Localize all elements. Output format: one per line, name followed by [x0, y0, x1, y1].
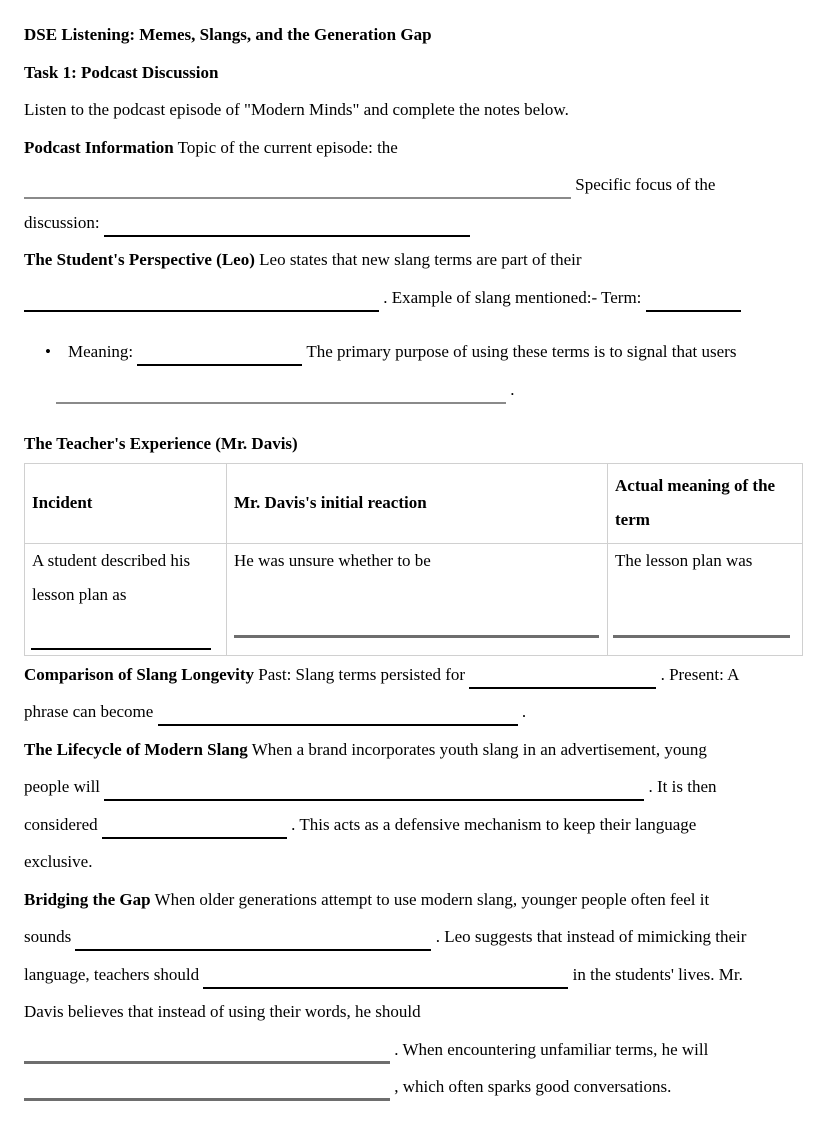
text-run: people will — [24, 777, 105, 796]
should-blank-line — [24, 1031, 797, 1069]
davis-believes-line — [24, 993, 797, 1031]
people-blank-line — [24, 768, 797, 806]
bold-text-run: The Student's Perspective (Leo) — [24, 250, 255, 269]
fill-in-blank[interactable] — [158, 700, 518, 726]
worksheet-title — [24, 16, 797, 54]
table-cell-actual-meaning — [608, 543, 803, 655]
bold-text-run: The Lifecycle of Modern Slang — [24, 739, 248, 759]
text-run: discussion: — [24, 212, 104, 232]
bold-text-run: The Teacher's Experience (Mr. Davis) — [24, 434, 298, 453]
text-run: . — [506, 379, 515, 399]
teacher-experience-table — [24, 463, 803, 656]
will-blank-line — [24, 1068, 797, 1106]
text-run: considered — [24, 814, 102, 834]
fill-in-blank[interactable] — [24, 1074, 390, 1101]
text-run: , which often sparks good conversations. — [390, 1077, 672, 1096]
table-cell-incident — [25, 543, 227, 655]
text-run: Meaning: — [68, 342, 138, 361]
text-run: . When encountering unfamiliar terms, he will — [390, 1039, 709, 1059]
phrase-blank-line — [24, 693, 797, 731]
teacher-heading — [24, 425, 797, 463]
text-run: exclusive. — [24, 852, 93, 871]
meaning-bullet-line — [24, 333, 797, 371]
sounds-blank-line — [24, 918, 797, 956]
exclusive-line — [24, 843, 797, 881]
text-run: . Leo suggests that instead of mimicking their — [431, 927, 747, 946]
table-body-row — [25, 543, 803, 655]
text-run: Leo states that new slang terms are part of their — [254, 250, 582, 269]
text-run: He was unsure whether to be — [234, 550, 431, 570]
text-run: The primary purpose of using these terms is to signal that users — [302, 342, 737, 361]
lifecycle-line — [24, 731, 797, 769]
podcast-info-line — [24, 129, 797, 167]
text-run: Past: Slang terms persisted for — [254, 664, 470, 684]
text-run: sounds — [24, 927, 76, 946]
bullet-icon: • — [45, 342, 51, 361]
fill-in-blank[interactable] — [104, 211, 470, 237]
text-run: When older generations attempt to use modern slang, younger people often feel it — [150, 889, 710, 909]
text-run: . Present: A — [656, 664, 740, 684]
discussion-blank-line — [24, 204, 797, 242]
bridging-line — [24, 881, 797, 919]
table-cell-initial-reaction — [227, 543, 608, 655]
text-run: . It is then — [644, 777, 717, 796]
text-run: The lesson plan was — [615, 550, 753, 570]
text-run: in the students' lives. Mr. — [568, 964, 743, 984]
fill-in-blank[interactable] — [203, 963, 568, 989]
student-perspective-line — [24, 241, 797, 279]
text-run: Listen to the podcast episode of "Modern Minds" and complete the notes below. — [24, 100, 569, 119]
fill-in-blank[interactable] — [234, 635, 599, 638]
signal-blank-line — [24, 371, 797, 409]
fill-in-blank[interactable] — [56, 378, 506, 404]
fill-in-blank[interactable] — [24, 286, 379, 312]
fill-in-blank[interactable] — [613, 635, 790, 638]
text-run: Davis believes that instead of using their words, he should — [24, 1002, 421, 1021]
text-run: . This acts as a defensive mechanism to keep their language — [286, 814, 697, 834]
text-run: phrase can become — [24, 702, 158, 721]
notes-section-bottom — [24, 656, 797, 1106]
bold-text-run: Bridging the Gap — [24, 889, 151, 909]
fill-in-blank[interactable] — [104, 775, 644, 801]
text-run: When a brand incorporates youth slang in an advertisement, young — [247, 739, 707, 759]
fill-in-blank[interactable] — [102, 813, 287, 839]
comparison-line — [24, 656, 797, 694]
notes-section-top — [24, 16, 797, 463]
fill-in-blank[interactable] — [137, 340, 302, 366]
table-header-initial-reaction: Mr. Davis's initial reaction — [227, 463, 608, 543]
text-run: A student described his lesson plan as — [32, 550, 191, 604]
bold-text-run: Comparison of Slang Longevity — [24, 664, 254, 684]
fill-in-blank[interactable] — [24, 1037, 390, 1064]
task-heading — [24, 54, 797, 92]
fill-in-blank[interactable] — [24, 173, 571, 199]
bold-text-run: Podcast Information — [24, 137, 174, 157]
text-run: . Example of slang mentioned:- Term: — [379, 287, 646, 307]
fill-in-blank[interactable] — [75, 925, 431, 951]
bold-text-run: DSE Listening: Memes, Slangs, and the Generation Gap — [24, 25, 432, 44]
bold-text-run: Task 1: Podcast Discussion — [24, 62, 219, 82]
fill-in-blank[interactable] — [646, 286, 741, 312]
intro-line — [24, 91, 797, 129]
identity-blank-line — [24, 279, 797, 317]
text-run: Specific focus of the — [571, 175, 716, 194]
teachers-blank-line — [24, 956, 797, 994]
fill-in-blank[interactable] — [31, 648, 211, 650]
text-run: language, teachers should — [24, 964, 204, 984]
fill-in-blank[interactable] — [469, 663, 656, 689]
table-header-row — [25, 463, 803, 543]
table-header-actual-meaning: Actual meaning of the term — [608, 463, 803, 543]
text-run: . — [517, 702, 527, 721]
table-header-incident: Incident — [25, 463, 227, 543]
topic-blank-line — [24, 166, 797, 204]
text-run: Topic of the current episode: the — [173, 137, 398, 157]
considered-blank-line — [24, 806, 797, 844]
